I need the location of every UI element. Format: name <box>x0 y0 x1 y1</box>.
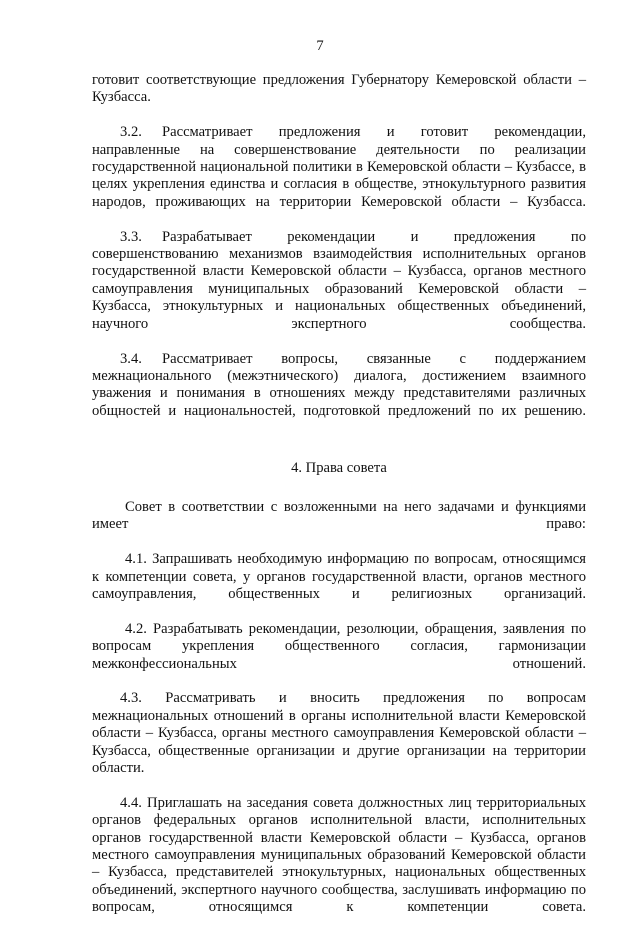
document-body <box>92 72 586 934</box>
item-text: Рассматривает вопросы, связанные с поддержанием межнационального (межэтнического) диалога, достижением взаимного уважения и понимания в отношениях между представителями различных общностей и национальностей, подготовкой предложений по их решению. <box>92 350 586 419</box>
item-text: Рассматривает предложения и готовит рекомендации, направленные на совершенствование деятельности по реализации государственной национальной политики в Кемеровской области – Кузбассе, в целях укрепления единства и согласия в обществе, этнокультурного развития народов, проживающих на территории Кемеровской области – Кузбасса. <box>92 124 586 210</box>
paragraph-4-4: 4.4. Приглашать на заседания совета должностных лиц территориальных органов федеральных органов исполнительной власти, исполнительных органов государственной власти Кемеровской области – Кузбасса, органов местного самоуправления муниципальных образований Кемеровской области – Кузбасса, представителей этнокультурных, национальных общественных объединений, экспертного научного сообщества, заслушивать информацию по вопросам, относящимся к компетенции совета. <box>92 794 586 916</box>
paragraph-3-4 <box>92 351 586 438</box>
paragraph-4-3: 4.3. Рассматривать и вносить предложения по вопросам межнациональных отношений в органы исполнительной власти Кемеровской области – Кузбасса, органы местного самоуправления Кемеровской области – Кузбасса, общественные организации и другие организации на территории области. <box>92 690 586 777</box>
item-number: 3.2. <box>120 124 142 141</box>
page-number: 7 <box>316 38 324 54</box>
paragraph-4-2: 4.2. Разрабатывать рекомендации, резолюции, обращения, заявления по вопросам укрепления общественного согласия, гармонизации межконфессиональных отношений. <box>92 620 586 672</box>
section-intro: Совет в соответствии с возложенными на него задачами и функциями имеет право: <box>92 498 586 533</box>
section-heading: 4. Права совета <box>291 459 387 476</box>
paragraph-3-2 <box>92 124 586 228</box>
item-number: 3.4. <box>120 350 142 367</box>
paragraph-3-3 <box>92 229 586 351</box>
item-number: 3.3. <box>120 228 142 245</box>
paragraph-continuation: готовит соответствующие предложения Губернатору Кемеровской области – Кузбасса. <box>92 72 586 106</box>
paragraph-4-1: 4.1. Запрашивать необходимую информацию по вопросам, относящимся к компетенции совета, у органов государственной власти, органов местного самоуправления, общественных и религиозных организаций. <box>92 551 586 602</box>
item-text: Разрабатывает рекомендации и предложения по совершенствованию механизмов взаимодействия исполнительных органов государственной власти Кемеровской области – Кузбасса, органов местного самоуправления муниципальных образований Кемеровской области – Кузбасса, этнокультурных и национальных общественных объединений, научного экспертного сообщества. <box>92 228 586 332</box>
